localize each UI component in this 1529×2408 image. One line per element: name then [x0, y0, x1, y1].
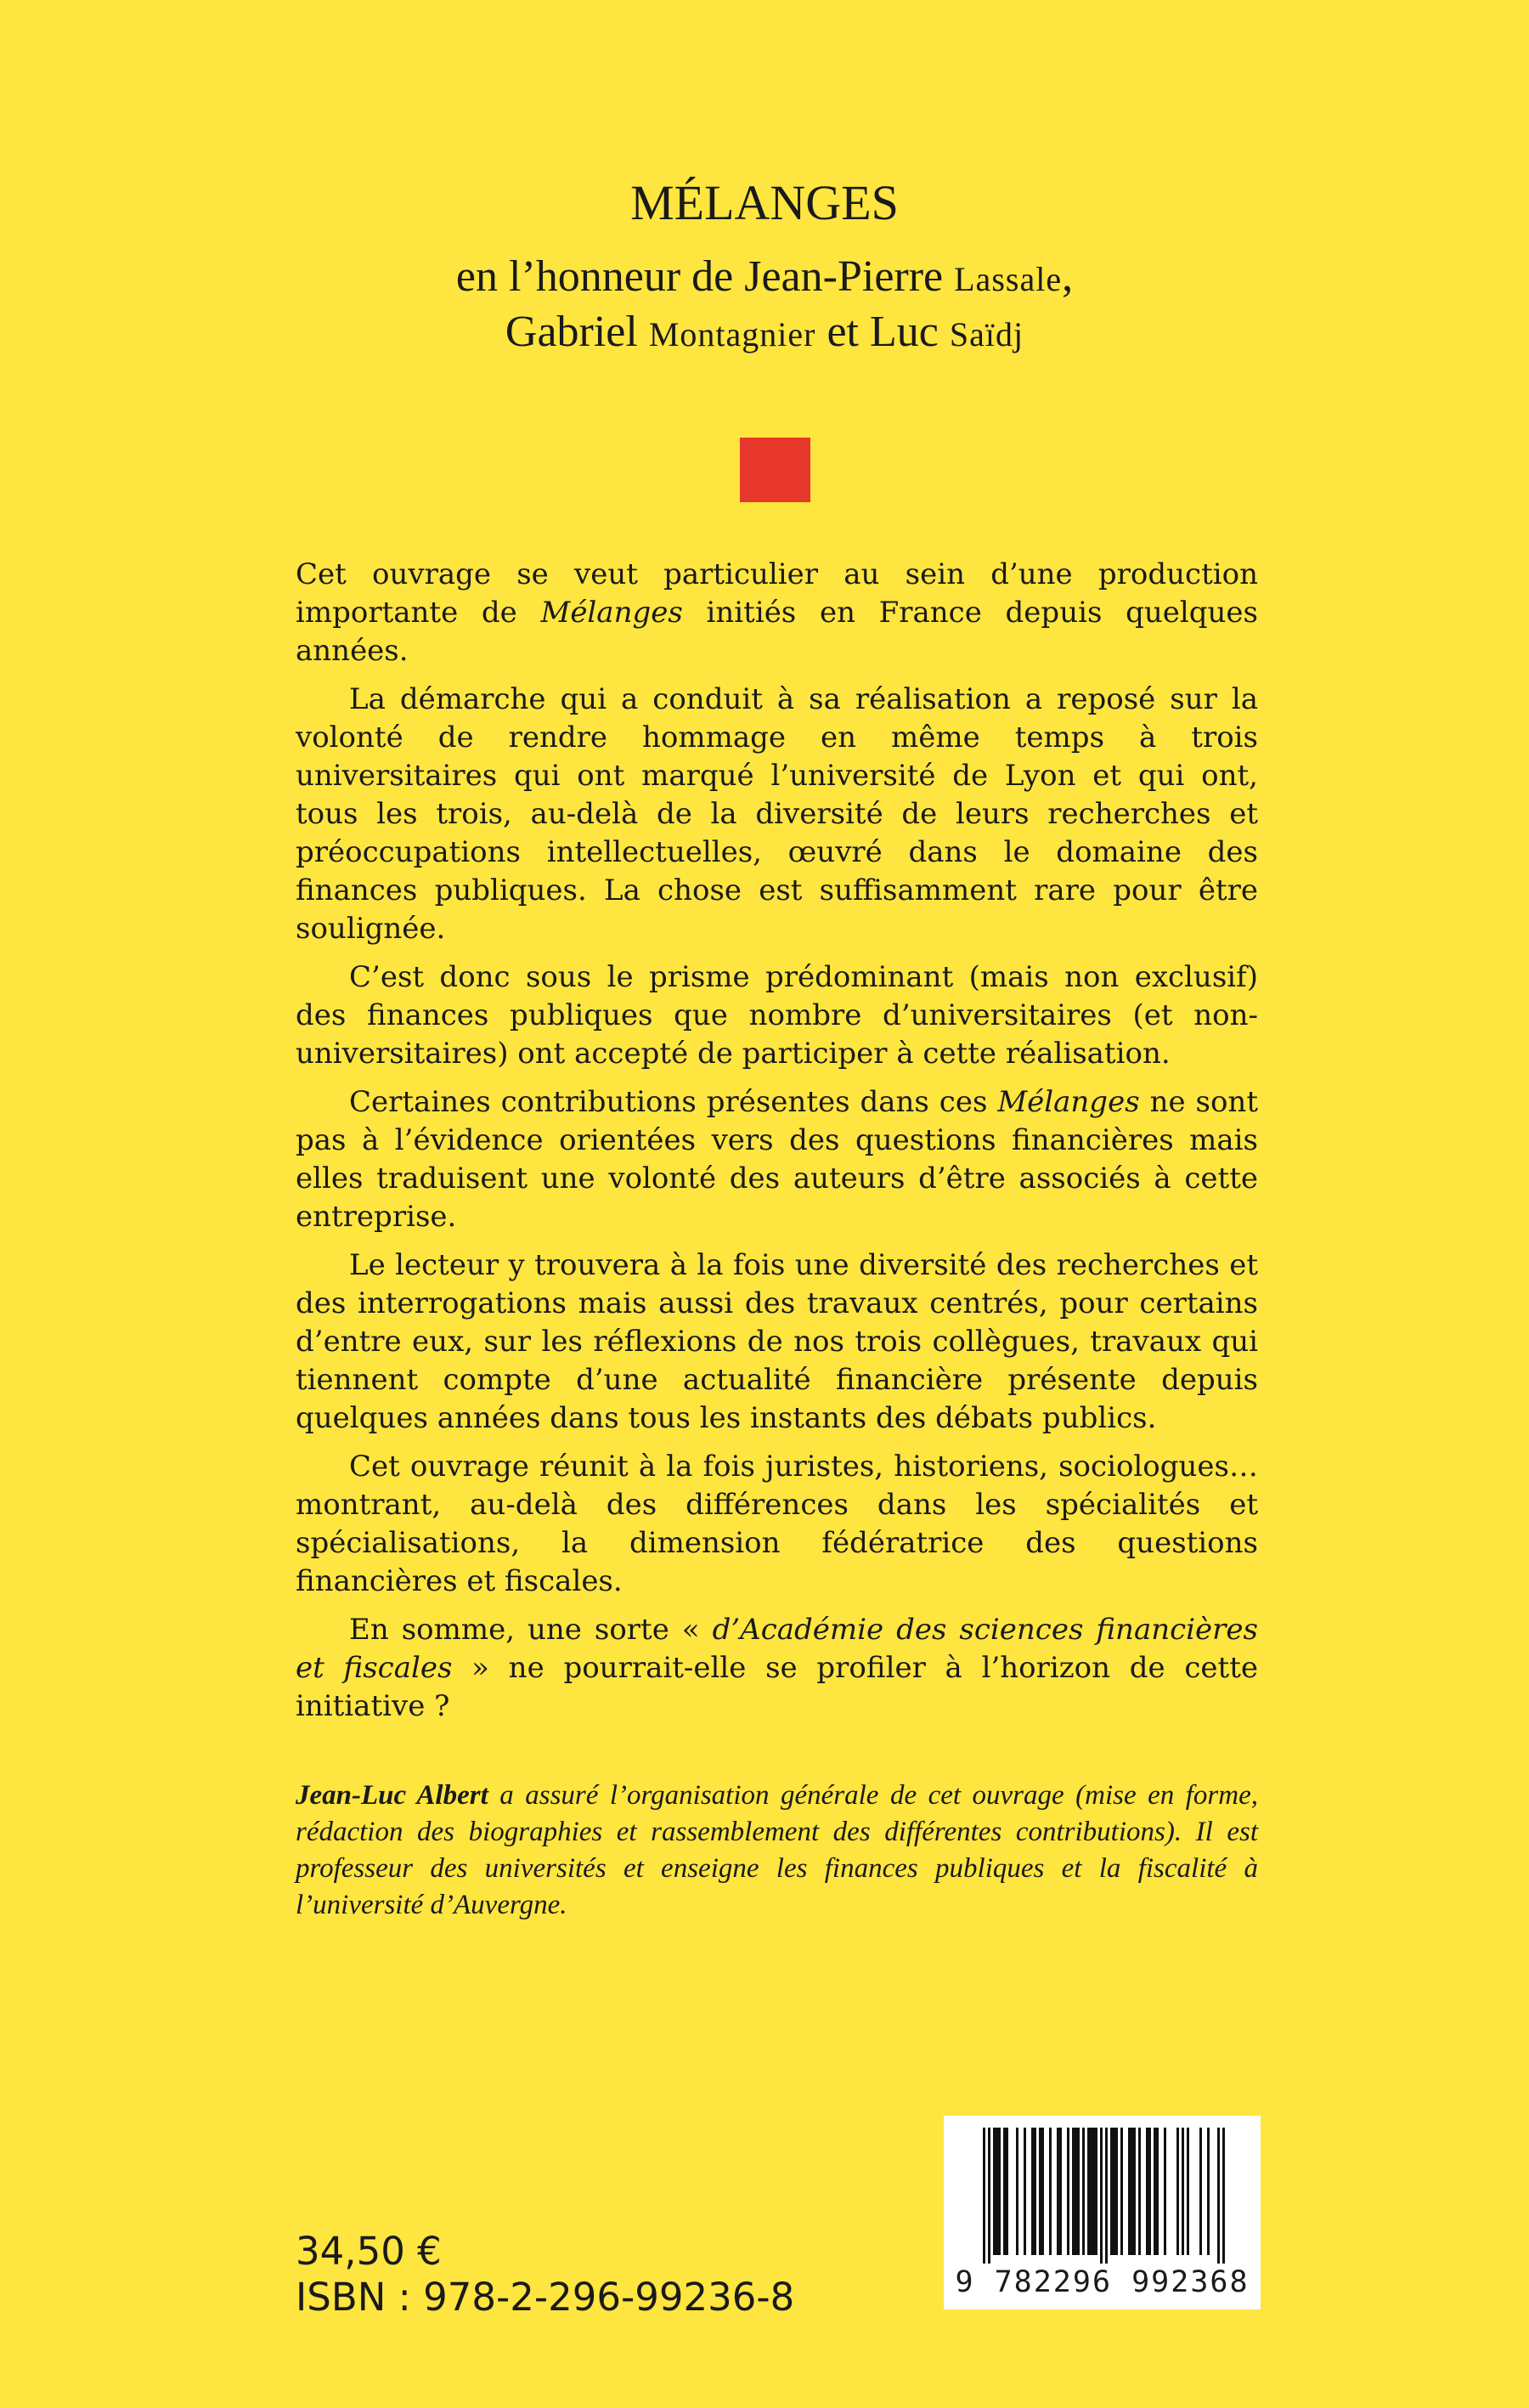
barcode-bar	[1092, 2128, 1095, 2255]
barcode-bar	[1067, 2128, 1069, 2255]
subtitle-comma: ,	[1062, 252, 1074, 301]
barcode-bar	[998, 2128, 1001, 2255]
text: Cet ouvrage se veut particulier au sein d’une production importante de	[296, 557, 1258, 630]
subtitle-line-1	[0, 252, 1529, 301]
barcode-bar	[1199, 2128, 1202, 2255]
paragraph: Le lecteur y trouvera à la fois une diversité des recherches et des interrogations mais aussi des travaux centrés, pour certains d’entre eux, sur les réflexions de nos trois collègues, travaux qui tiennent compte d’une actualité financière présente depuis quelques années dans tous les instants des débats publics.	[296, 1248, 1258, 1435]
barcode-bar	[1154, 2128, 1156, 2255]
barcode-bar	[1182, 2128, 1184, 2255]
barcode-bar	[988, 2128, 990, 2264]
paragraph	[296, 1611, 1258, 1726]
back-cover-blurb	[296, 556, 1258, 1736]
barcode-bar	[1120, 2128, 1123, 2255]
barcode-bar	[1057, 2128, 1059, 2255]
barcode-bar	[1187, 2128, 1189, 2255]
barcode-bar	[1148, 2128, 1151, 2255]
text: initiés en France depuis quelques années.	[296, 596, 1258, 668]
barcode-bar	[1090, 2128, 1092, 2255]
barcode-bar	[1100, 2128, 1103, 2264]
honoree-montagnier: Montagnier	[648, 315, 816, 353]
price: 34,50 €	[296, 2229, 442, 2274]
subtitle-text: en l’honneur de Jean-Pierre	[455, 252, 955, 301]
paragraph	[296, 1083, 1258, 1236]
paragraph	[296, 556, 1258, 670]
barcode-bar	[1059, 2128, 1062, 2255]
barcode-bar	[1164, 2128, 1166, 2255]
honoree-saidj: Saïdj	[949, 315, 1024, 353]
barcode-bar	[1024, 2128, 1026, 2255]
barcode-bar	[1087, 2128, 1090, 2255]
book-title: MÉLANGES	[630, 175, 899, 230]
barcode-bar	[1110, 2128, 1113, 2255]
isbn: ISBN : 978-2-296-99236-8	[296, 2275, 795, 2320]
barcode-bar	[1207, 2128, 1210, 2255]
honoree-lassale: Lassale	[954, 260, 1063, 298]
paragraph: Cet ouvrage réunit à la fois juristes, historiens, sociologues… montrant, au-delà des différences dans les spécialités et spécialisations, la dimension fédératrice des questions financières et fiscales.	[296, 1450, 1258, 1598]
italic-text: Mélanges	[540, 596, 683, 630]
barcode-bar	[1049, 2128, 1052, 2255]
barcode-bar	[1222, 2128, 1225, 2264]
barcode-bar	[1146, 2128, 1148, 2255]
barcode-bar	[1128, 2128, 1131, 2255]
barcode-bar	[1072, 2128, 1075, 2255]
subtitle-text: Gabriel	[505, 308, 649, 356]
barcode-bar	[1115, 2128, 1118, 2255]
text: ne sont pas à l’évidence orientées vers des questions financières mais elles traduisent une volonté des auteurs d’être associés à cette entreprise.	[296, 1085, 1258, 1234]
barcode-bar	[1003, 2128, 1006, 2255]
barcode-bar	[1095, 2128, 1097, 2255]
text: En somme, une sorte «	[349, 1613, 713, 1647]
barcode-bar	[1131, 2128, 1133, 2255]
barcode-bar	[983, 2128, 985, 2264]
editor-bio-text: a assuré l’organisation générale de cet ouvrage (mise en forme, rédaction des biographies et rassemblement des différentes contributions). Il est professeur des universités et enseigne les finances publiques et la fiscalité à l’université d’Auvergne.	[296, 1780, 1258, 1920]
barcode-bar	[1034, 2128, 1036, 2255]
barcode-bar	[993, 2128, 996, 2255]
barcode-bar	[1217, 2128, 1220, 2264]
barcode-bar	[1156, 2128, 1159, 2255]
barcode-bar	[1133, 2128, 1136, 2255]
barcode-bar	[996, 2128, 998, 2255]
italic-text: Mélanges	[997, 1085, 1140, 1119]
barcode-bars	[944, 2116, 1261, 2269]
paragraph: C’est donc sous le prisme prédominant (mais non exclusif) des finances publiques que nombre d’universitaires (et non-universitaires) ont accepté de participer à cette réalisation.	[296, 960, 1258, 1071]
editor-bio	[296, 1778, 1258, 1924]
barcode-bar	[1039, 2128, 1041, 2255]
barcode-bar	[1082, 2128, 1085, 2255]
editor-name: Jean-Luc Albert	[296, 1780, 488, 1811]
barcode-bar	[1041, 2128, 1044, 2255]
barcode	[944, 2116, 1261, 2309]
subtitle-line-2	[0, 310, 1529, 354]
red-square-ornament	[740, 438, 810, 502]
barcode-bar	[1105, 2128, 1108, 2264]
text: Certaines contributions présentes dans ces	[349, 1085, 998, 1119]
barcode-bar	[1077, 2128, 1080, 2255]
text: » ne pourrait-elle se profiler à l’horizon de cette initiative ?	[296, 1651, 1258, 1723]
paragraph: La démarche qui a conduit à sa réalisation a reposé sur la volonté de rendre hommage en même temps à trois universitaires qui ont marqué l’université de Lyon et qui ont, tous les trois, au-delà de la diversité de leurs recherches et préoccupations intellectuelles, œuvré dans le domaine des finances publiques. La chose est suffisamment rare pour être soulignée.	[296, 682, 1258, 946]
italic-text: d’Académie des sciences financières et fiscales	[296, 1613, 1258, 1685]
barcode-bar	[1138, 2128, 1141, 2255]
subtitle-text: et Luc	[815, 308, 950, 356]
barcode-bar	[1176, 2128, 1179, 2255]
barcode-bar	[1016, 2128, 1018, 2255]
barcode-bar	[1031, 2128, 1034, 2255]
barcode-bar	[1075, 2128, 1077, 2255]
barcode-bar	[1113, 2128, 1115, 2255]
barcode-digits: 9 782296 992368	[955, 2265, 1250, 2299]
barcode-bar	[1006, 2128, 1008, 2255]
